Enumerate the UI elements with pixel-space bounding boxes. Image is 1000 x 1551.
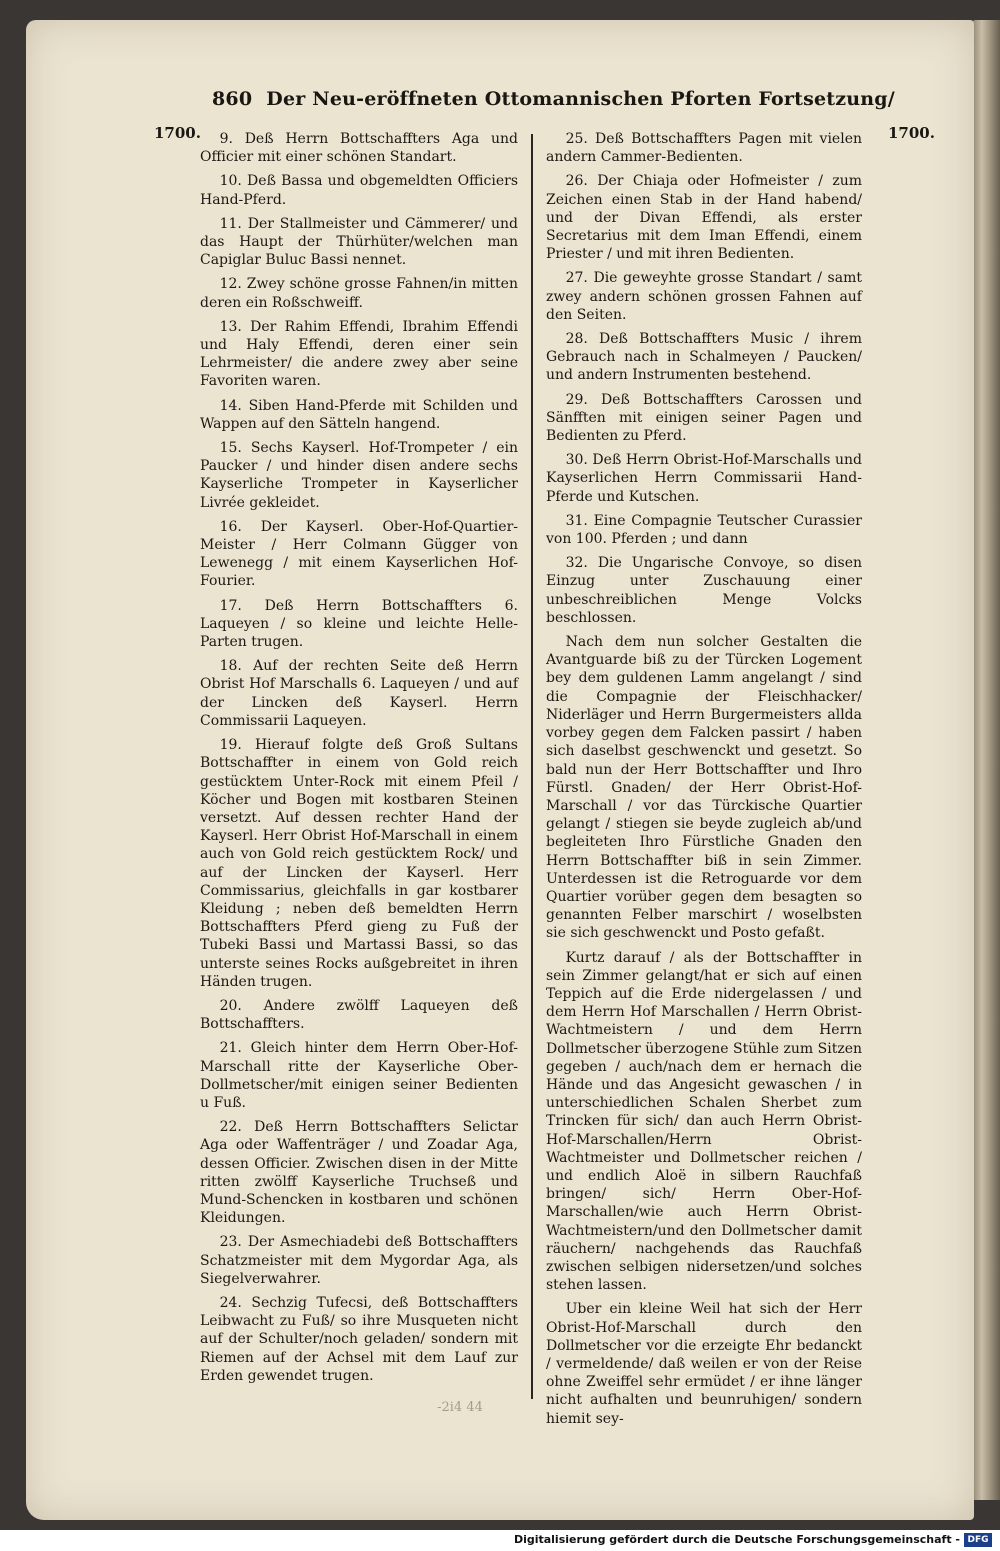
page-number: 860 <box>212 88 253 110</box>
paragraph: 23. Der Asmechiadebi deß Bottschaffters Schatzmeister mit dem Mygordar Aga, als Siegelverwahrer. <box>200 1234 518 1287</box>
paragraph: 28. Deß Bottschaffters Music / ihrem Gebrauch nach in Schalmeyen / Paucken/ und andern Instrumenten bestehend. <box>546 331 862 384</box>
right-text-column <box>546 130 862 1428</box>
year-margin-left: 1700. <box>154 124 201 142</box>
paragraph: 32. Die Ungarische Convoye, so disen Einzug unter Zuschauung einer unbeschreiblichen Menge Volcks beschlossen. <box>546 555 862 626</box>
paragraph: 21. Gleich hinter dem Herrn Ober-Hof-Marschall ritte der Kayserliche Ober-Dollmetscher/mit einigen seiner Bedienten u Fuß. <box>200 1040 518 1111</box>
paragraph: 29. Deß Bottschaffters Carossen und Sänfften mit einigen seiner Pagen und Bedienten zu Pferd. <box>546 391 862 445</box>
footer-credit: Digitalisierung gefördert durch die Deutsche Forschungsgemeinschaft - <box>513 1533 960 1546</box>
paragraph: 15. Sechs Kayserl. Hof-Trompeter / ein Paucker / und hinder disen andere sechs Kayserliche Trompeter in Kayserlicher Livrée gekleidet. <box>200 440 518 511</box>
paragraph: 12. Zwey schöne grosse Fahnen/in mitten deren ein Roßschweiff. <box>200 276 518 311</box>
paragraph: 17. Deß Herrn Bottschaffters 6. Laqueyen / so kleine und leichte Helle-Parten trugen. <box>200 597 518 651</box>
paragraph: 11. Der Stallmeister und Cämmerer/ und das Haupt der Thürhüter/welchen man Capiglar Buluc Bassi nennet. <box>200 215 518 269</box>
paragraph: 9. Deß Herrn Bottschaffters Aga und Officier mit einer schönen Standart. <box>200 131 518 166</box>
faded-bleedthrough-mark: -2i4 44 <box>437 1400 483 1415</box>
footer-bar <box>0 1530 1000 1551</box>
paragraph: 22. Deß Herrn Bottschaffters Selictar Aga oder Waffenträger / und Zoadar Aga, dessen Officier. Zwischen disen in der Mitte ritten zwölff Kayserliche Truchseß und Mund-Schencken in kostbaren und schönen Kleidungen. <box>200 1119 518 1227</box>
paragraph: 31. Eine Compagnie Teutscher Curassier von 100. Pferden ; und dann <box>546 512 862 548</box>
left-text-column <box>200 130 518 1385</box>
paragraph: 18. Auf der rechten Seite deß Herrn Obrist Hof Marschalls 6. Laqueyen / und auf der Lincken deß Kayserl. Herrn Commissarii Laqueyen. <box>200 658 518 729</box>
paragraph: Kurtz darauf / als der Bottschaffter in sein Zimmer gelangt/hat er sich auf einen Teppich auf die Erde nidergelassen / und dem Herrn Hof Marschallen / Herrn Obrist-Wachtmeistern / und dem Herrn Dollmetscher überzogene Stühle zum Sitzen gegeben / auch/nach dem er hernach die Hände und das Angesicht gewaschen / in unterschiedlichen Schalen Sherbet zum Trincken für sich/ dan auch Herrn Obrist-Hof-Marschallen/Herrn Obrist-Wachtmeister und Dollmetscher reichen / und endlich Aloë in silbern Rauchfaß bringen/ sich/ Herrn Ober-Hof-Marschallen/wie auch Herrn Obrist-Wachtmeistern/und den Dollmetscher damit räuchern/ nachgehends das Rauchfaß zwischen selbigen nidersetzen/und solches stehen lassen. <box>546 949 862 1294</box>
page-title: Der Neu-eröffneten Ottomannischen Pforten Fortsetzung/ <box>266 88 895 110</box>
paragraph: 13. Der Rahim Effendi, Ibrahim Effendi und Haly Effendi, deren einer sein Lehrmeister/ die andere zwey aber seine Favoriten waren. <box>200 318 518 390</box>
dfg-logo: DFG <box>964 1533 992 1547</box>
paragraph: 26. Der Chiaja oder Hofmeister / zum Zeichen einen Stab in der Hand habend/ und der Divan Effendi, als erster Secretarius mit dem Iman Effendi, einem Priester / und mit ihren Bedienten. <box>546 173 862 263</box>
paragraph: 25. Deß Bottschaffters Pagen mit vielen andern Cammer-Bedienten. <box>546 131 862 166</box>
paragraph: 10. Deß Bassa und obgemeldten Officiers Hand-Pferd. <box>200 173 518 208</box>
paragraph: 30. Deß Herrn Obrist-Hof-Marschalls und Kayserlichen Herrn Commissarii Hand-Pferde und Kutschen. <box>546 452 862 505</box>
paragraph: 19. Hierauf folgte deß Groß Sultans Bottschaffter in einem von Gold reich gestücktem Unter-Rock mit einem Pfeil / Köcher und Bogen mit kostbaren Steinen versetzt. Auf dessen rechter Hand der Kayserl. Herr Obrist Hof-Marschall in einem auch von Gold reich gestücktem Rock/ und auf der Lincken der Kayserl. Herr Commissarius, gleichfalls in gar kostbarer Kleidung ; neben deß bemeldten Herrn Bottschaffters Pferd gieng zu Fuß der Tubeki Bassi und Martassi Bassi, so das unterste seines Rocks außgebreitet in ihren Händen trugen. <box>200 737 518 990</box>
column-divider <box>531 134 533 1399</box>
paragraph: 24. Sechzig Tufecsi, deß Bottschaffters Leibwacht zu Fuß/ so ihre Musqueten nicht auf der Schulter/noch geladen/ sondern mit Riemen auf der Achsel mit dem Lauf zur Erden gewendet trugen. <box>200 1294 518 1384</box>
year-margin-right: 1700. <box>888 124 935 142</box>
paragraph: Uber ein kleine Weil hat sich der Herr Obrist-Hof-Marschall durch den Dollmetscher vor die erzeigte Ehr bedanckt / vermeldende/ daß weilen er von der Reise ohne Zweiffel sehr ermüdet / er ihne länger nicht aufhalten und beunruhigen/ sondern hiemit sey- <box>546 1301 862 1427</box>
paragraph: 14. Siben Hand-Pferde mit Schilden und Wappen auf den Sätteln hangend. <box>200 397 518 432</box>
paragraph: 16. Der Kayserl. Ober-Hof-Quartier-Meister / Herr Colmann Gügger von Lewenegg / mit einem Kayserlichen Hof-Fourier. <box>200 518 518 590</box>
book-spine <box>972 20 1000 1500</box>
paragraph: 27. Die geweyhte grosse Standart / samt zwey andern schönen grossen Fahnen auf den Seiten. <box>546 270 862 323</box>
paragraph: 20. Andere zwölff Laqueyen deß Bottschaffters. <box>200 997 518 1033</box>
paragraph: Nach dem nun solcher Gestalten die Avantguarde biß zu der Türcken Logement bey dem guldenen Lamm angelangt / sind die Compagnie der Fleischhacker/ Niderläger und Herrn Burgermeisters allda vorbey gegen dem Falcken passirt / haben sich daselbst geschwenckt und gesetzt. So bald nun der Herr Bottschaffter und Ihro Fürstl. Gnaden/ der Herr Obrist-Hof-Marschall / vor das Türckische Quartier gelangt / stiegen sie beyde zugleich ab/und begleiteten Ihro Fürstliche Gnaden den Herrn Bottschaffter biß in sein Zimmer. Unterdessen ist die Retroguarde vor dem Quartier vorüber gegen dem besagten so genannten Felber marschirt / woselbsten sie sich geschwenckt und Posto gefaßt. <box>546 634 862 942</box>
running-head <box>212 88 895 118</box>
